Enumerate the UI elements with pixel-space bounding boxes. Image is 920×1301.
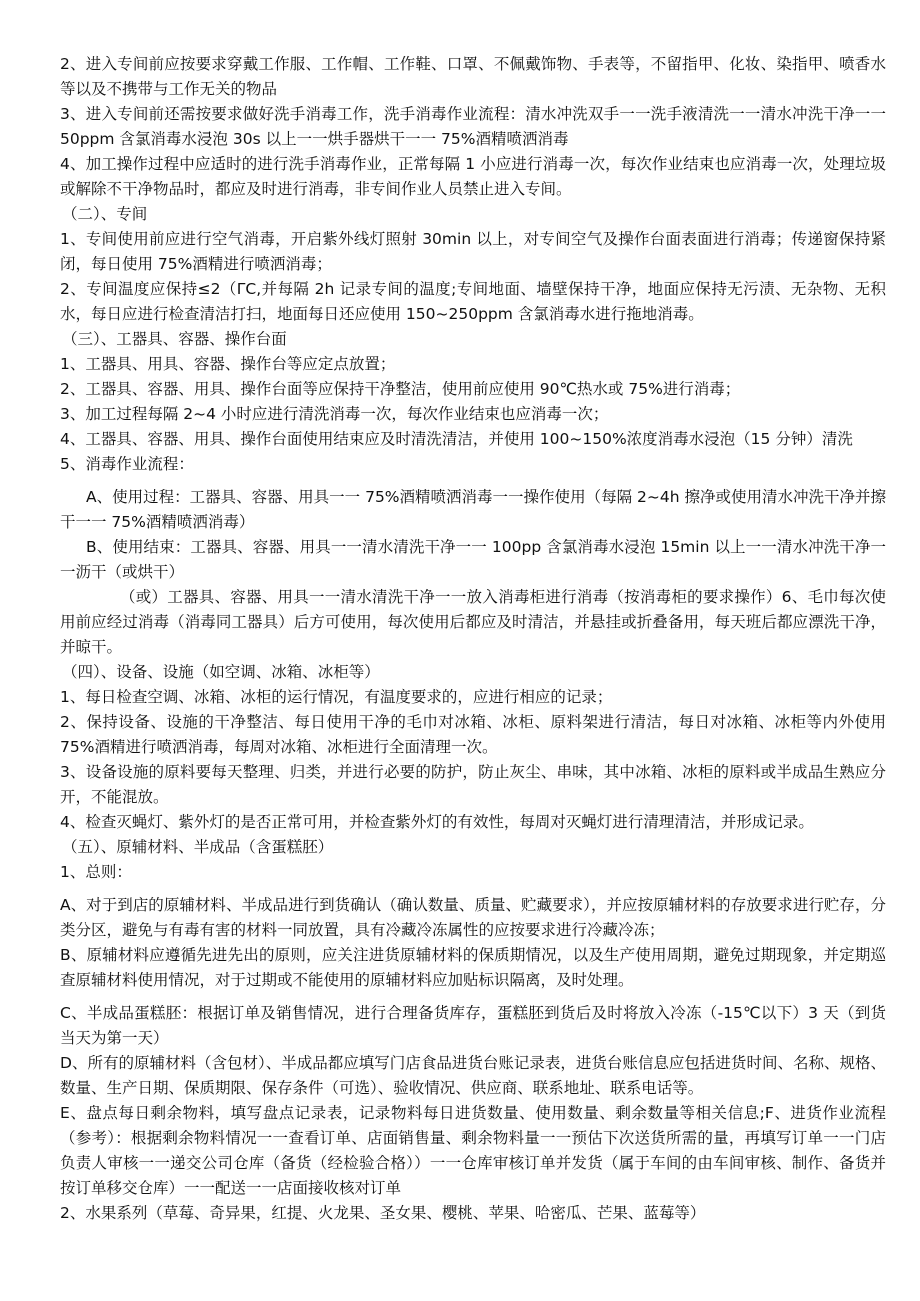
paragraph-equip-2: 2、保持设备、设施的干净整洁、每日使用干净的毛巾对冰箱、冰柜、原料架进行清洁，每日对冰箱、冰柜等内外使用 75%酒精进行喷洒消毒，每周对冰箱、冰柜进行全面清理一次。	[60, 713, 886, 756]
paragraph-material-a: A、对于到店的原辅材料、半成品进行到货确认（确认数量、质量、贮藏要求），并应按原辅材料的存放要求进行贮存，分类分区，避免与有毒有害的材料一同放置，具有冷藏冷冻属性的应按要求进行冷藏冷冻；	[60, 896, 886, 939]
paragraph-room-1: 1、专间使用前应进行空气消毒，开启紫外线灯照射 30min 以上，对专间空气及操作台面表面进行消毒；传递窗保持紧闭，每日使用 75%酒精进行喷洒消毒；	[60, 230, 886, 273]
paragraph-equip-1: 1、每日检查空调、冰箱、冰柜的运行情况，有温度要求的，应进行相应的记录；	[60, 688, 613, 706]
paragraph-material-b: B、原辅材料应遵循先进先出的原则，应关注进货原辅材料的保质期情况，以及生产使用周期，避免过期现象，并定期巡查原辅材料使用情况，对于过期或不能使用的原辅材料应加贴标识隔离，及时处理。	[60, 946, 886, 989]
paragraph-tools-1: 1、工器具、用具、容器、操作台等应定点放置；	[60, 355, 396, 373]
paragraph-tools-5: 5、消毒作业流程：	[60, 455, 194, 473]
section-heading-3: （三）、工器具、容器、操作台面	[62, 330, 287, 348]
paragraph-process-a: A、使用过程：工器具、容器、用具一一 75%酒精喷洒消毒一一操作使用（每隔 2~4h 擦净或使用清水冲洗干净并擦干一一 75%酒精喷洒消毒）	[60, 488, 886, 531]
document-page	[60, 52, 886, 1226]
paragraph-tools-2: 2、工器具、容器、用具、操作台面等应保持干净整洁，使用前应使用 90℃热水或 75%进行消毒；	[60, 380, 741, 398]
paragraph-equip-3: 3、设备设施的原料要每天整理、归类，并进行必要的防护，防止灰尘、串味，其中冰箱、冰柜的原料或半成品生熟应分开，不能混放。	[60, 763, 886, 806]
paragraph-process-b: B、使用结束：工器具、容器、用具一一清水清洗干净一一 100pp 含氯消毒水浸泡 15min 以上一一清水冲洗干净一一沥干（或烘干）	[60, 538, 886, 581]
paragraph-equip-4: 4、检查灭蝇灯、紫外灯的是否正常可用，并检查紫外灯的有效性，每周对灭蝇灯进行清理清洁，并形成记录。	[60, 813, 814, 831]
paragraph-2: 2、进入专间前应按要求穿戴工作服、工作帽、工作鞋、口罩、不佩戴饰物、手表等，不留指甲、化妆、染指甲、喷香水等以及不携带与工作无关的物品	[60, 55, 886, 98]
section-heading-4: （四）、设备、设施（如空调、冰箱、冰柜等）	[62, 663, 380, 681]
paragraph-4: 4、加工操作过程中应适时的进行洗手消毒作业，正常每隔 1 小应进行消毒一次，每次作业结束也应消毒一次，处理垃圾或解除不干净物品时，都应及时进行消毒，非专间作业人员禁止进入专间。	[60, 155, 886, 198]
paragraph-general: 1、总则：	[60, 863, 132, 881]
paragraph-3: 3、进入专间前还需按要求做好洗手消毒工作，洗手消毒作业流程：清水冲洗双手一一洗手液清洗一一清水冲洗干净一一 50ppm 含氯消毒水浸泡 30s 以上一一烘手器烘干一一 75%酒精喷洒消毒	[60, 105, 886, 148]
section-heading-5: （五）、原辅材料、半成品（含蛋糕胚）	[62, 838, 334, 856]
paragraph-fruit: 2、水果系列（草莓、奇异果，红提、火龙果、圣女果、樱桃、苹果、哈密瓜、芒果、蓝莓等）	[60, 1204, 706, 1222]
paragraph-material-d: D、所有的原辅材料（含包材）、半成品都应填写门店食品进货台账记录表，进货台账信息应包括进货时间、名称、规格、数量、生产日期、保质期限、保存条件（可选）、验收情况、供应商、联系地址、联系电话等。	[60, 1054, 886, 1097]
paragraph-room-2: 2、专间温度应保持≤2（ΓC,并每隔 2h 记录专间的温度;专间地面、墙壁保持干净，地面应保持无污渍、无杂物、无积水，每日应进行检查清洁打扫，地面每日还应使用 150~250ppm 含氯消毒水进行拖地消毒。	[60, 280, 886, 323]
paragraph-material-e: E、盘点每日剩余物料，填写盘点记录表，记录物料每日进货数量、使用数量、剩余数量等相关信息;F、进货作业流程（参考）：根据剩余物料情况一一查看订单、店面销售量、剩余物料量一一预估下次送货所需的量，再填写订单一一门店负责人审核一一递交公司仓库（备货（经检验合格））一一仓库审核订单并发货（属于车间的由车间审核、制作、备货并按订单移交仓库）一一配送一一店面接收核对订单	[60, 1104, 886, 1197]
paragraph-process-or: （或）工器具、容器、用具一一清水清洗干净一一放入消毒柜进行消毒（按消毒柜的要求操作）6、毛巾每次使用前应经过消毒（消毒同工器具）后方可使用，每次使用后都应及时清洁，并悬挂或折叠备用，每天班后都应漂洗干净，并晾干。	[60, 588, 886, 656]
section-heading-2: （二）、专间	[62, 205, 148, 223]
paragraph-tools-4: 4、工器具、容器、用具、操作台面使用结束应及时清洗清洁，并使用 100~150%浓度消毒水浸泡（15 分钟）清洗	[60, 430, 853, 448]
paragraph-tools-3: 3、加工过程每隔 2~4 小时应进行清洗消毒一次，每次作业结束也应消毒一次；	[60, 405, 609, 423]
paragraph-material-c: C、半成品蛋糕胚：根据订单及销售情况，进行合理备货库存，蛋糕胚到货后及时将放入冷冻（-15℃以下）3 天（到货当天为第一天）	[60, 1004, 886, 1047]
